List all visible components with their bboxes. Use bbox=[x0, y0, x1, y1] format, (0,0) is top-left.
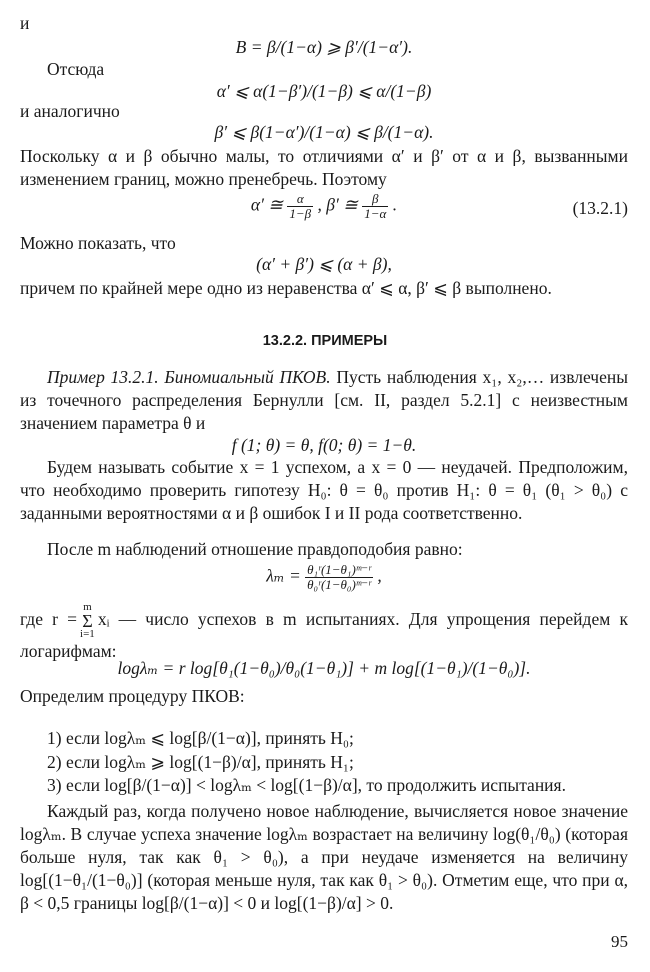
sum-symbol bbox=[80, 602, 95, 640]
paragraph bbox=[20, 602, 628, 663]
fraction bbox=[305, 563, 373, 592]
formula-likelihood bbox=[20, 563, 628, 592]
formula: (α′ + β′) ⩽ (α + β), bbox=[256, 254, 392, 274]
sum-lower: i=1 bbox=[80, 628, 95, 640]
example-text: Пусть наблюдения x₁, x₂,… извлечены из точечного распределения Бернулли [см. II, раздел 5.2.1] с неизвестным значением параметра θ и bbox=[20, 367, 628, 433]
formula: β′ ⩽ β(1−α′)/(1−α) ⩽ β/(1−α). bbox=[214, 122, 434, 142]
list-item: 1) если logλₘ ⩽ log[β/(1−α)], принять H₀; bbox=[47, 727, 354, 748]
section-heading: 13.2.2. ПРИМЕРЫ bbox=[262, 333, 388, 349]
paragraph: Каждый раз, когда получено новое наблюдение, вычисляется новое значение logλₘ. В случае успеха значение logλₘ возрастает на величину log(θ₁/θ₀) (которая больше нуля, так как θ₁ > θ₀), а при неудаче изменяется на величину log[(1−θ₁/(1−θ₀)] (которая меньше нуля, так как θ₁ > θ₀). Отметим еще, что при α, β < 0,5 границы log[β/(1−α)] < 0 и log[(1−β)/α] > 0. bbox=[20, 801, 628, 913]
list-item: 3) если log[β/(1−α)] < logλₘ < log[(1−β)/α], то продолжить испытания. bbox=[47, 774, 566, 795]
fraction-numerator: α bbox=[287, 192, 313, 207]
fraction-denominator: θ₀ʳ(1−θ₀)ᵐ⁻ʳ bbox=[307, 577, 371, 592]
formula-part: α′ ≅ bbox=[250, 194, 283, 215]
page-number: 95 bbox=[611, 932, 628, 951]
paragraph: Поскольку α и β обычно малы, то отличиями α′ и β′ от α и β, вызванными изменением границ, можно пренебречь. Поэтому bbox=[20, 146, 628, 189]
list-item: 2) если logλₘ ⩾ log[(1−β)/α], принять H₁; bbox=[47, 751, 354, 772]
text-line: и bbox=[20, 13, 30, 33]
paragraph: После m наблюдений отношение правдоподобия равно: bbox=[47, 539, 463, 559]
example-title: Пример 13.2.1. Биномиальный ПКОВ. bbox=[47, 367, 331, 387]
text-line: Определим процедуру ПКОВ: bbox=[20, 686, 245, 706]
sum-upper: m bbox=[83, 601, 92, 613]
fraction-numerator: β bbox=[362, 192, 388, 207]
formula: α′ ⩽ α(1−β′)/(1−β) ⩽ α/(1−β) bbox=[216, 81, 432, 101]
paragraph-example bbox=[20, 366, 628, 435]
formula: f (1; θ) = θ, f(0; θ) = 1−θ. bbox=[231, 435, 417, 455]
text-line: и аналогично bbox=[20, 101, 120, 121]
formula-part: . bbox=[392, 194, 398, 215]
text-line: Отсюда bbox=[47, 59, 105, 79]
fraction-numerator: θ₁ʳ(1−θ₁)ᵐ⁻ʳ bbox=[307, 562, 371, 577]
fraction bbox=[362, 192, 388, 221]
equation-number: (13.2.1) bbox=[572, 198, 628, 218]
formula-part: λₘ = bbox=[266, 565, 301, 586]
text-line: Можно показать, что bbox=[20, 233, 176, 253]
paragraph: Будем называть событие x = 1 успехом, а x = 0 — неудачей. Предположим, что необходимо проверить гипотезу H₀: θ = θ₀ против H₁: θ = θ₁ (θ₁ > θ₀) с заданными вероятностями α и β ошибок I и II рода соответственно. bbox=[20, 457, 628, 523]
fraction-denominator: 1−α bbox=[364, 206, 387, 221]
formula: B = β/(1−α) ⩾ β′/(1−α′). bbox=[235, 37, 413, 57]
fraction bbox=[287, 192, 313, 221]
text-part: xᵢ — число успехов в m испытаниях. Для упрощения перейдем к логарифмам: bbox=[20, 609, 628, 661]
formula-part: , β′ ≅ bbox=[317, 194, 358, 215]
fraction-denominator: 1−β bbox=[289, 206, 312, 221]
formula-part: , bbox=[377, 565, 382, 586]
formula-13-2-1 bbox=[20, 192, 628, 221]
sigma: Σ bbox=[82, 611, 93, 631]
text-part: где r = bbox=[20, 609, 78, 630]
paragraph: причем по крайней мере одно из неравенства α′ ⩽ α, β′ ⩽ β выполнено. bbox=[20, 278, 552, 298]
formula: logλₘ = r log[θ₁(1−θ₀)/θ₀(1−θ₁)] + m log[(1−θ₁)/(1−θ₀)]. bbox=[117, 658, 531, 678]
